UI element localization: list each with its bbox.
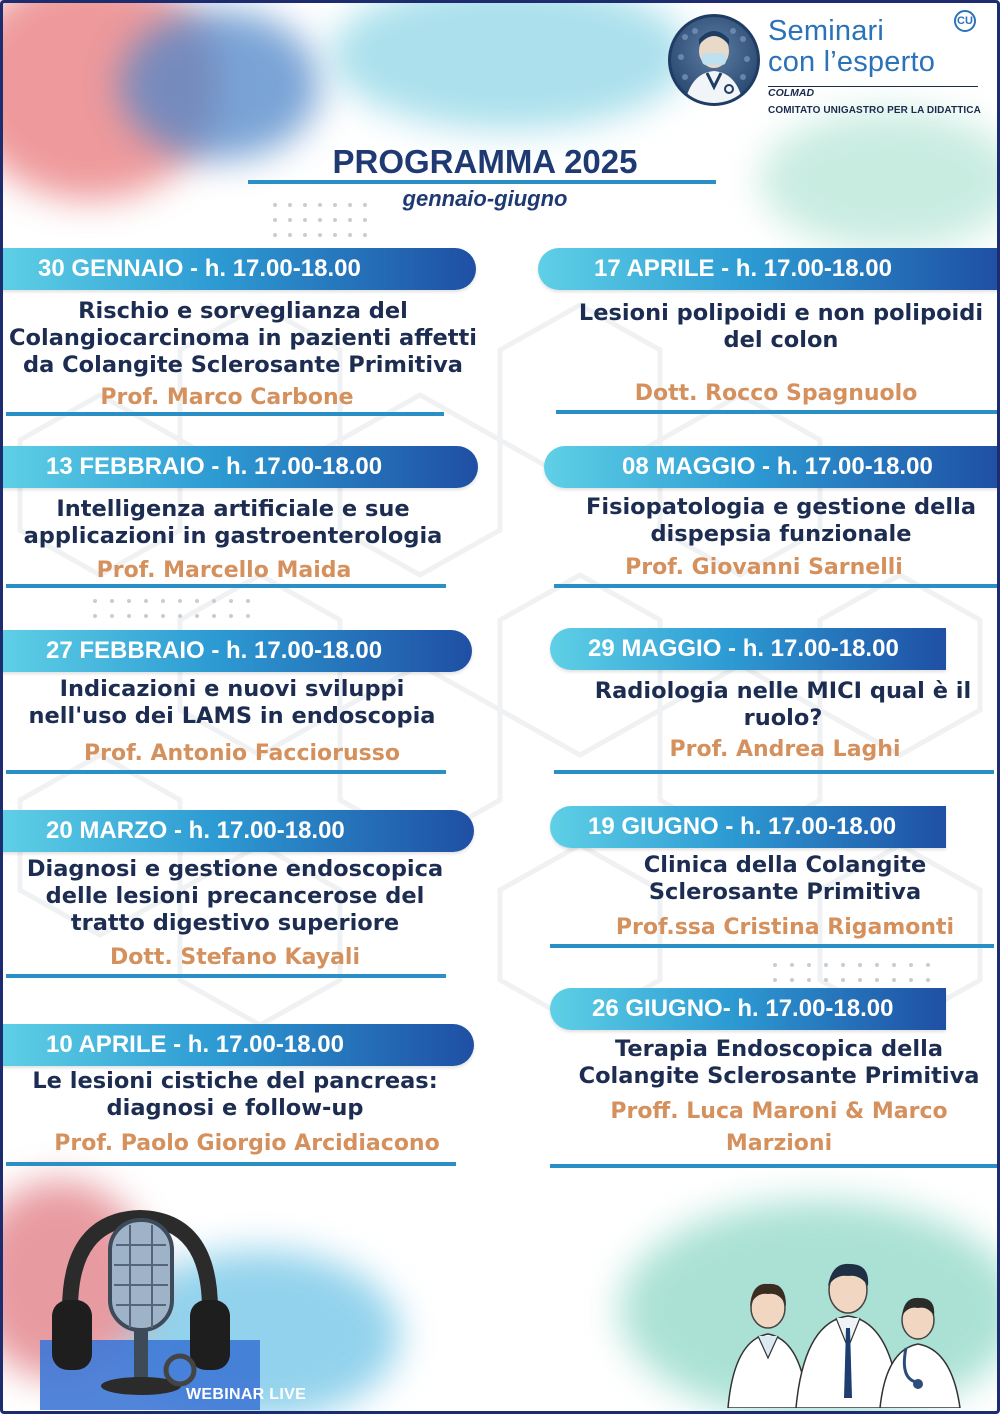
event-speaker-line: Dott. Stefano Kayali (109, 945, 361, 970)
program-title: PROGRAMMA 2025 (332, 143, 638, 180)
watercolor-teal-top (330, 0, 690, 130)
doctors-team-illustration (720, 1258, 980, 1408)
event-card-right-5 (550, 988, 1000, 1168)
event-speaker (550, 734, 1000, 766)
event-title-line: diagnosi e follow-up (106, 1095, 364, 1121)
event-speaker (0, 1128, 494, 1160)
event-speaker-line: Prof. Marcello Maida (96, 558, 352, 583)
logo-title-line2: con l’esperto (768, 46, 936, 78)
event-speaker-line: Prof. Giovanni Sarnelli (625, 555, 903, 580)
event-title-line: Radiologia nelle MICI qual è il (594, 678, 972, 704)
event-title-line: Clinica della Colangite (643, 852, 927, 878)
event-divider (6, 770, 446, 774)
event-title-line: Diagnosi e gestione endoscopica (26, 856, 444, 882)
podcast-microphone-illustration (30, 1190, 270, 1410)
logo-colmad: COLMAD (768, 86, 978, 99)
event-title-line: delle lesioni precancerose del (45, 883, 425, 909)
event-speaker (544, 552, 984, 584)
event-title (0, 676, 464, 730)
event-card-left-3 (0, 630, 480, 780)
event-speaker (0, 555, 448, 587)
event-title-line: Fisiopatologia e gestione della (585, 494, 976, 520)
event-title-line: nell'uso dei LAMS in endoscopia (28, 703, 436, 729)
event-title (550, 852, 1000, 906)
cu-emblem-icon: CU (954, 10, 976, 32)
event-date-banner: 08 MAGGIO - h. 17.00-18.00 (544, 446, 1000, 488)
event-speaker-line: Prof. Marco Carbone (100, 385, 354, 410)
event-title (0, 856, 470, 937)
event-speaker-line: Prof. Paolo Giorgio Arcidiacono (54, 1131, 440, 1156)
event-date-banner: 13 FEBBRAIO - h. 17.00-18.00 (0, 446, 478, 488)
event-speaker (0, 738, 484, 770)
event-title-line: Le lesioni cistiche del pancreas: (32, 1068, 438, 1094)
event-card-left-5 (0, 1024, 480, 1174)
event-card-right-3 (550, 628, 1000, 778)
event-divider (554, 584, 1000, 588)
event-speaker-line: Marzioni (725, 1131, 833, 1156)
event-date-banner: 20 MARZO - h. 17.00-18.00 (0, 810, 474, 852)
event-speaker (550, 912, 1000, 944)
event-speaker-line: Prof. Andrea Laghi (669, 737, 901, 762)
logo-subtitle: COMITATO UNIGASTRO PER LA DIDATTICA (768, 105, 981, 116)
event-title-line: Indicazioni e nuovi sviluppi (59, 676, 405, 702)
event-date-banner: 19 GIUGNO - h. 17.00-18.00 (550, 806, 946, 848)
dot-grid-decoration-right (770, 960, 940, 990)
event-divider (6, 1162, 456, 1166)
event-date-banner: 17 APRILE - h. 17.00-18.00 (538, 248, 1000, 290)
program-title-underline (248, 180, 716, 184)
event-title-line: applicazioni in gastroenterologia (23, 523, 443, 549)
logo-title (768, 16, 935, 78)
event-title-line: Terapia Endoscopica della (614, 1036, 944, 1062)
event-speaker-line: Dott. Rocco Spagnuolo (634, 381, 918, 406)
event-title-line: Colangiocarcinoma in pazienti affetti (9, 325, 477, 351)
watercolor-blue-top-left (120, 10, 320, 160)
event-speaker (550, 1096, 1000, 1160)
event-title-line: Intelligenza artificiale e sue (56, 496, 410, 522)
event-divider (550, 944, 994, 948)
event-title (538, 300, 1000, 354)
event-divider (550, 1164, 1000, 1168)
event-speaker-line: Proff. Luca Maroni & Marco (610, 1099, 948, 1124)
doctor-avatar-icon (668, 14, 760, 106)
program-period: gennaio-giugno (402, 186, 568, 211)
event-card-left-1 (0, 248, 480, 420)
event-title (544, 494, 1000, 548)
event-title (0, 298, 486, 379)
event-speaker-line: Prof. Antonio Facciorusso (84, 741, 400, 766)
logo-title-line1: Seminari (768, 15, 885, 47)
event-title-line: tratto digestivo superiore (70, 910, 400, 936)
event-divider (6, 412, 444, 416)
event-card-left-2 (0, 446, 480, 596)
event-title (550, 1036, 1000, 1090)
event-date-banner: 29 MAGGIO - h. 17.00-18.00 (550, 628, 946, 670)
event-title-line: ruolo? (743, 705, 823, 731)
event-card-right-2 (544, 446, 1000, 596)
event-card-left-4 (0, 810, 480, 990)
event-card-right-1 (538, 248, 1000, 420)
event-speaker-line: Prof.ssa Cristina Rigamonti (615, 915, 955, 940)
event-title (0, 496, 466, 550)
event-title (550, 678, 1000, 732)
dot-grid-decoration-middle (90, 596, 260, 626)
webinar-live-label: WEBINAR LIVE (186, 1386, 307, 1403)
event-title-line: Sclerosante Primitiva (648, 879, 922, 905)
event-title-line: da Colangite Sclerosante Primitiva (23, 352, 463, 378)
event-title-line: Colangite Sclerosante Primitiva (578, 1063, 980, 1089)
event-divider (6, 584, 446, 588)
event-date-banner: 26 GIUGNO- h. 17.00-18.00 (550, 988, 946, 1030)
event-title (0, 1068, 470, 1122)
event-card-right-4 (550, 806, 1000, 956)
event-speaker (0, 382, 454, 414)
event-speaker (538, 378, 1000, 410)
event-divider (556, 410, 1000, 414)
event-title-line: del colon (723, 327, 839, 353)
event-title-line: Lesioni polipoidi e non polipoidi (578, 300, 984, 326)
event-date-banner: 10 APRILE - h. 17.00-18.00 (0, 1024, 474, 1066)
seminari-logo (668, 10, 988, 116)
event-title-line: Rischio e sorveglianza del (78, 298, 408, 324)
event-divider (554, 770, 994, 774)
event-divider (6, 974, 446, 978)
event-date-banner: 27 FEBBRAIO - h. 17.00-18.00 (0, 630, 472, 672)
event-speaker (0, 942, 470, 974)
event-title-line: dispepsia funzionale (650, 521, 912, 547)
event-date-banner: 30 GENNAIO - h. 17.00-18.00 (0, 248, 476, 290)
